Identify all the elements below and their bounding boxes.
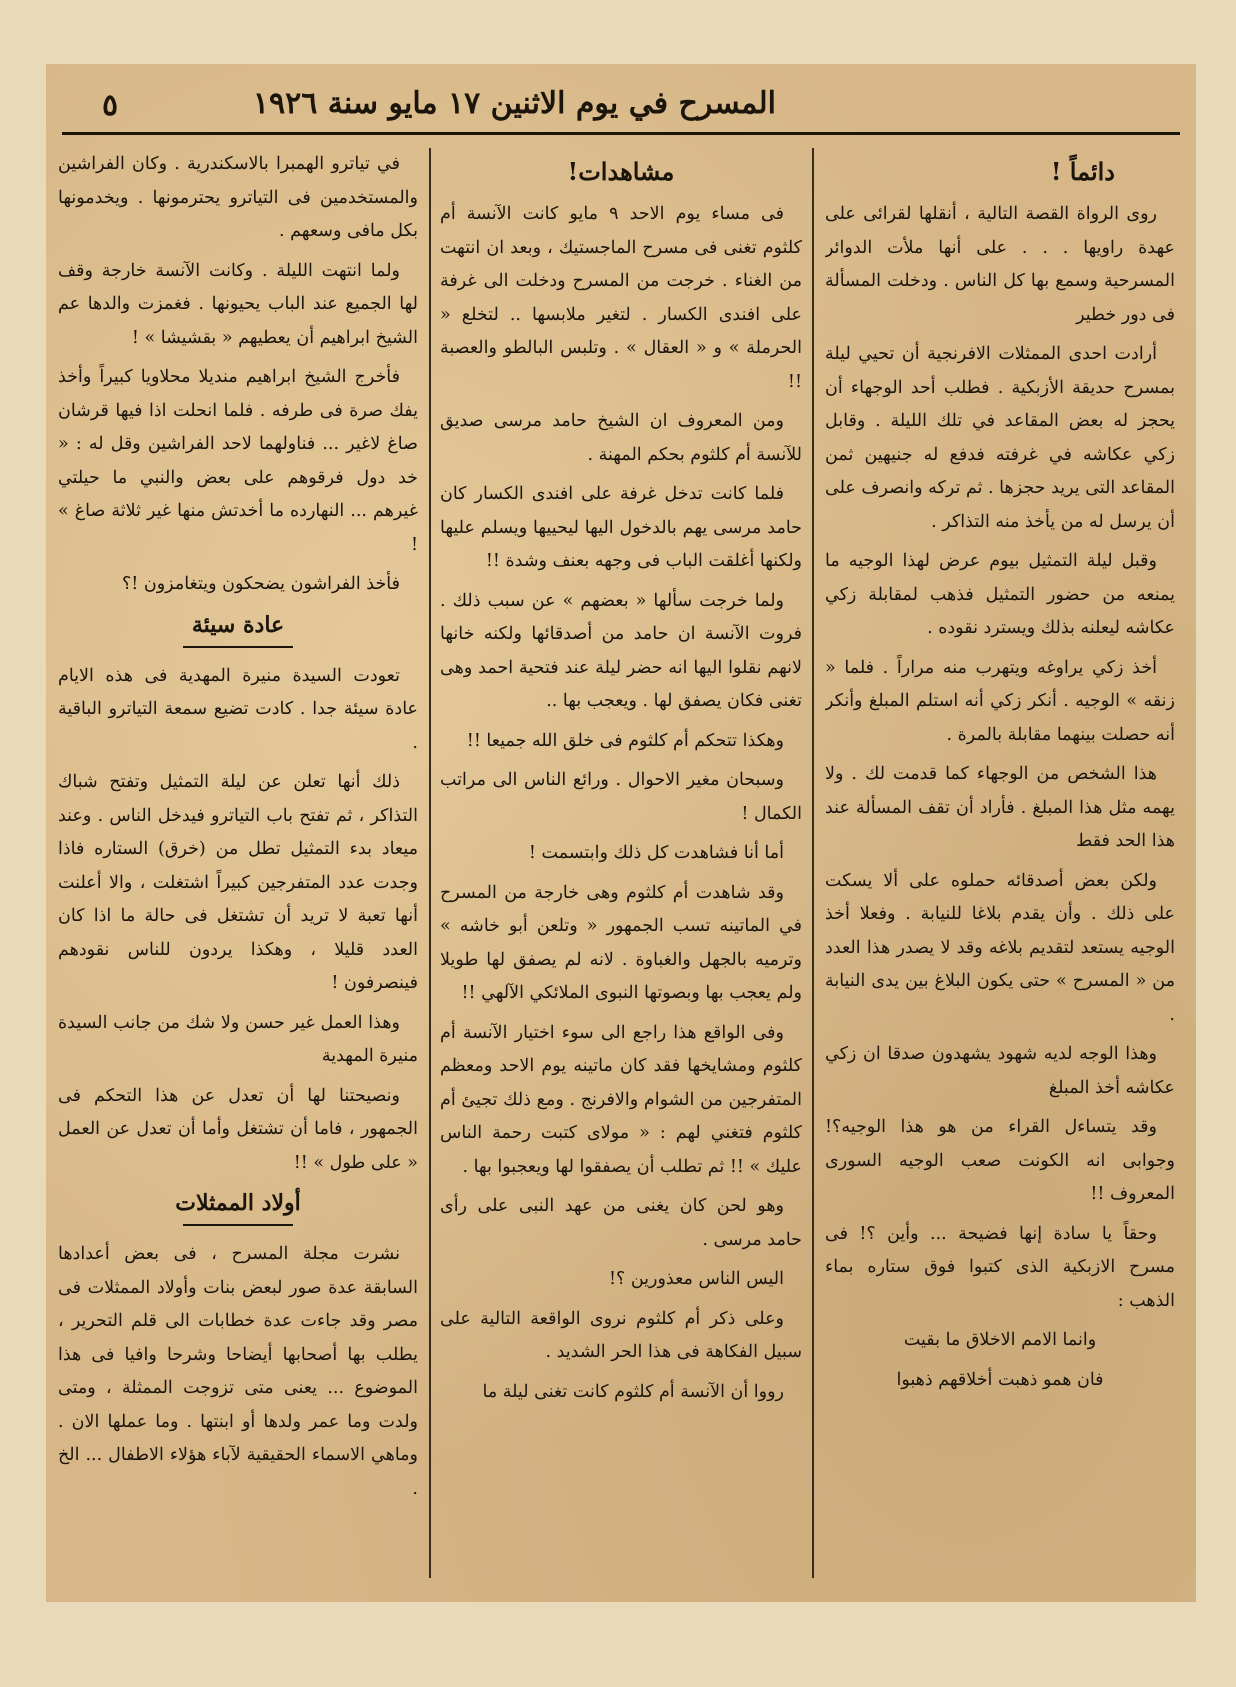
paragraph: فأخرج الشيخ ابراهيم منديلا محلاويا كبيراً وأخذ يفك صرة فى طرفه . فلما انحلت اذا فيها قرشان صاغ لاغير ... فناولهما لاحد الفراشين وقل له : « خد دول فرقوهم على بعض والنبي ما حيلتي غيرهم ... النهارده ما أخدتش منها غير ثلاثة صاغ » !	[58, 367, 418, 555]
masthead	[46, 82, 1196, 138]
paragraph: وحقاً يا سادة إنها فضيحة ... وأين ؟! فى مسرح الازبكية الذى كتبوا فوق ستاره بماء الذهب :	[825, 1223, 1175, 1311]
paragraph: هذا الشخص من الوجهاء كما قدمت لك . ولا يهمه مثل هذا المبلغ . فأراد أن تقف المسألة عند هذا الحد فقط	[825, 764, 1175, 851]
paragraph: وفى الواقع هذا راجع الى سوء اختيار الآنسة أم كلثوم ومشايخها فقد كان ماتينه يوم الاحد ومعظم المتفرجين من الشوام والافرنج . ومع ذلك تجيئ أم كلثوم فتغني لهم : « مولاى كتبت رحمة الناس عليك » !! ثم تطلب أن يصفقوا لها ويعجبوا بها .	[440, 1022, 802, 1177]
paragraph: وعلى ذكر أم كلثوم نروى الواقعة التالية على سبيل الفكاهة فى هذا الحر الشديد .	[440, 1308, 802, 1362]
paragraph: ولكن بعض أصدقائه حملوه على ألا يسكت على ذلك . وأن يقدم بلاغا للنيابة . وفعلا أخذ الوجيه يستعد لتقديم بلاغه وقد لا يصدر هذا العدد من « المسرح » حتى يكون البلاغ بين يدى النيابة .	[825, 870, 1175, 1025]
paragraph: ونصيحتنا لها أن تعدل عن هذا التحكم فى الجمهور ، فاما أن تشتغل وأما أن تعدل عن العمل « على طول » !!	[58, 1085, 418, 1173]
paragraph: وقد شاهدت أم كلثوم وهى خارجة من المسرح في الماتينه تسب الجمهور « وتلعن أبو خاشه » وترميه بالجهل والغباوة . لانه لم يصفق لها طويلا ولم يعجب بها وبصوتها النبوى الملائكي الآلهي !!	[440, 882, 802, 1003]
paragraph: تعودت السيدة منيرة المهدية فى هذه الايام عادة سيئة جدا . كادت تضيع سمعة التياترو الباقية .	[58, 665, 418, 753]
articles-left	[58, 148, 418, 1588]
paragraph: أرادت احدى الممثلات الافرنجية أن تحيي ليلة بمسرح حديقة الأزبكية . فطلب أحد الوجهاء أن يحجز له بعض المقاعد في تلك الليلة . وقابل زكي عكاشه في غرفته فدفع له جنيهين ثمن المقاعد التى يريد حجزها . ثم تركه وانصرف على أن يرسل له من يأخذ منه التذاكر .	[825, 344, 1175, 532]
subheading: عادة سيئة	[191, 611, 285, 638]
paragraph: ولما انتهت الليلة . وكانت الآنسة خارجة وقف لها الجميع عند الباب يحيونها . فغمزت والدها عم الشيخ ابراهيم أن يعطيهم « بقشيشا » !	[58, 260, 418, 348]
newspaper-page	[46, 64, 1196, 1602]
paragraph: وهذا الوجه لديه شهود يشهدون صدقا ان زكي عكاشه أخذ المبلغ	[825, 1044, 1175, 1098]
subheading-rule	[183, 1224, 293, 1226]
article-title: مشاهدات!	[567, 157, 675, 186]
column-divider	[429, 148, 431, 1578]
paragraph: اليس الناس معذورين ؟!	[608, 1269, 784, 1289]
paragraph: فلما كانت تدخل غرفة على افندى الكسار كان حامد مرسى يهم بالدخول اليها ليحييها ويسلم عليها ولكنها أغلقت الباب فى وجهه بعنف وشدة !!	[440, 484, 802, 571]
paragraph: رووا أن الآنسة أم كلثوم كانت تغنى ليلة ما	[482, 1381, 784, 1402]
paragraph: أما أنا فشاهدت كل ذلك وابتسمت !	[528, 843, 784, 863]
paragraph: وهو لحن كان يغنى من عهد النبى على رأى حامد مرسى .	[440, 1196, 802, 1250]
paragraph: ومن المعروف ان الشيخ حامد مرسى صديق للآنسة أم كلثوم بحكم المهنة .	[440, 411, 802, 465]
paragraph: في تياترو الهمبرا بالاسكندرية . وكان الفراشين والمستخدمين فى التياترو يحترمونها . ويخدمونها بكل مافى وسعهم .	[58, 154, 418, 241]
paragraph: أخذ زكي يراوغه ويتهرب منه مراراً . فلما « زنقه » الوجيه . أنكر زكي أنه استلم المبلغ وأنكر أنه حصلت بينهما مقابلة بالمرة .	[825, 657, 1175, 745]
page-number: ٥	[102, 88, 119, 123]
verse-line: وانما الامم الاخلاق ما بقيت	[903, 1330, 1097, 1350]
article-observations	[440, 148, 802, 1588]
masthead-rule	[62, 132, 1180, 135]
subheading-rule	[183, 646, 293, 648]
paragraph: وقبل ليلة التمثيل بيوم عرض لهذا الوجيه ما يمنعه من حضور التمثيل فذهب لمقابلة زكي عكاشه ليعلنه بذلك ويسترد نقوده .	[825, 551, 1175, 638]
paragraph: روى الرواة القصة التالية ، أنقلها لقرائى على عهدة راويها . . . على أنها ملأت الدوائر المسرحية وسمع بها كل الناس . ودخلت المسألة فى دور خطير	[825, 204, 1175, 325]
paragraph: وهذا العمل غير حسن ولا شك من جانب السيدة منيرة المهدية	[58, 1012, 418, 1066]
paragraph: ولما خرجت سألها « بعضهم » عن سبب ذلك . فروت الآنسة ان حامد من أصدقائها ولكنه خانها لانهم نقلوا اليها انه حضر ليلة عند فتحية احمد وهى تغنى فكان يصفق لها . ويعجب بها ..	[440, 590, 802, 711]
masthead-title: المسرح في يوم الاثنين ١٧ مايو سنة ١٩٢٦	[252, 86, 776, 121]
subheading: أولاد الممثلات	[175, 1190, 301, 1216]
paragraph: ذلك أنها تعلن عن ليلة التمثيل وتفتح شباك التذاكر ، ثم تفتح باب التياترو فيدخل الناس . وعند ميعاد بدء التمثيل تطل من (خرق) الستاره فاذا وجدت عدد المتفرجين كبيراً اشتغلت ، والا أعلنت أنها تعبة لا تريد أن تشتغل فى حالة ما اذا كان العدد قليلا ، وهكذا يردون للناس نقودهم فينصرفون !	[58, 772, 418, 993]
paragraph: وهكذا تتحكم أم كلثوم فى خلق الله جميعا !!	[466, 730, 784, 751]
verse-line: فان همو ذهبت أخلاقهم ذهبوا	[896, 1369, 1104, 1390]
article-title: دائماً !	[1050, 157, 1115, 186]
paragraph: وسبحان مغير الاحوال . ورائع الناس الى مراتب الكمال !	[440, 770, 802, 824]
article-always	[825, 148, 1175, 1588]
paragraph: وقد يتساءل القراء من هو هذا الوجيه؟! وجوابى انه الكونت صعب الوجيه السورى المعروف !!	[825, 1117, 1175, 1204]
column-divider	[812, 148, 814, 1578]
paragraph: فى مساء يوم الاحد ٩ مايو كانت الآنسة أم كلثوم تغنى فى مسرح الماجستيك ، وبعد ان انتهت من الغناء . خرجت من المسرح ودخلت الى غرفة على افندى الكسار . لتغير ملابسها .. لتخلع « الحرملة » و « العقال » . وتلبس البالطو والعصبة !!	[440, 204, 802, 392]
paragraph: نشرت مجلة المسرح ، فى بعض أعدادها السابقة عدة صور لبعض بنات وأولاد الممثلات فى مصر وقد جاءت عدة خطابات الى قلم التحرير ، يطلب بها أصحابها أيضاحا وشرحا وافيا فى هذا الموضوع ... يعنى متى تزوجت الممثلة ، ومتى ولدت وما عمر ولدها أو ابنتها . وما عملها الان . وماهي الاسماء الحقيقية لآباء هؤلاء الاطفال ... الخ .	[58, 1244, 418, 1499]
paragraph: فأخذ الفراشون يضحكون ويتغامزون !؟	[121, 574, 400, 594]
